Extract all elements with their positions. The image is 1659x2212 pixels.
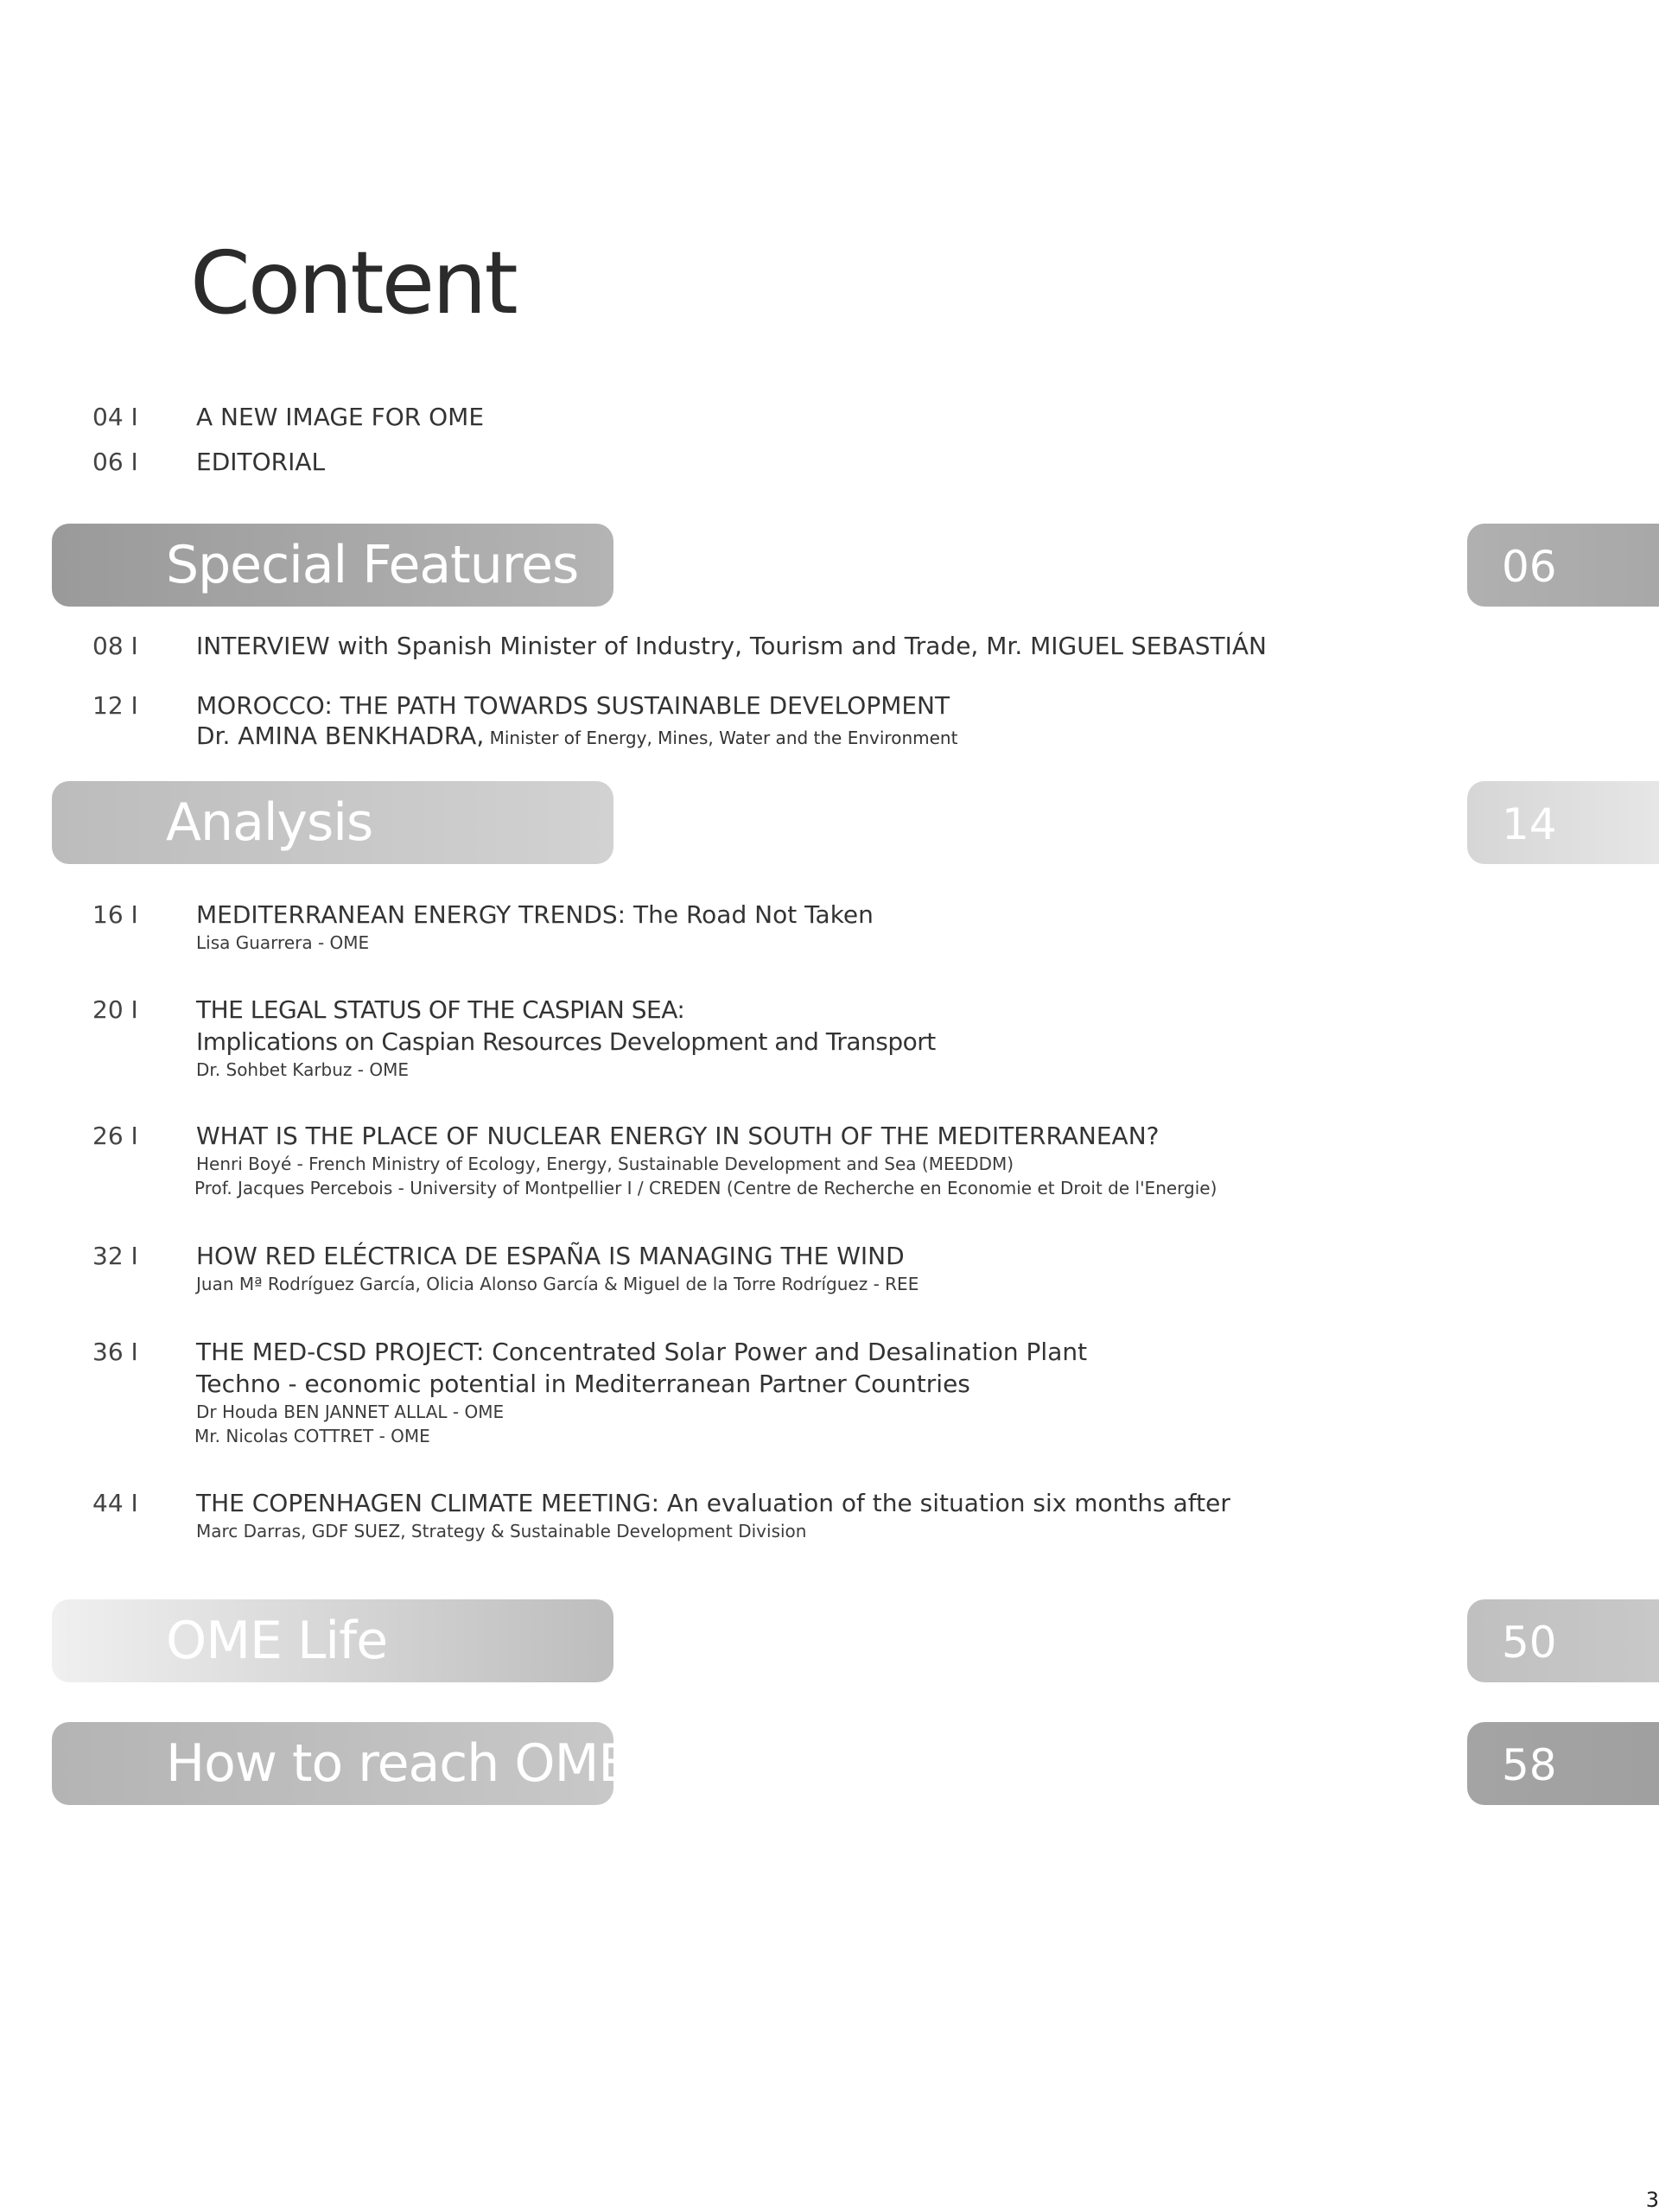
entry-author: Henri Boyé - French Ministry of Ecology, Energy, Sustainable Development and Sea (MEEDDM) [196,1154,1014,1174]
entry-title: MEDITERRANEAN ENERGY TRENDS: The Road Not Taken [196,900,874,929]
section-label: How to reach OME [166,1733,631,1794]
entry-page-number: 44 I [92,1489,138,1517]
section-page-number: 58 [1502,1740,1557,1790]
entry-author: Mr. Nicolas COTTRET - OME [194,1426,430,1446]
entry-author: Juan Mª Rodríguez García, Olicia Alonso García & Miguel de la Torre Rodríguez - REE [196,1274,919,1294]
entry-page-number: 12 I [92,691,138,720]
entry-title: A NEW IMAGE FOR OME [196,403,485,431]
entry-page-number: 32 I [92,1242,138,1270]
entry-page-number: 16 I [92,900,138,929]
entry-author-name: Dr. AMINA BENKHADRA, [196,721,485,750]
entry-author-role: Minister of Energy, Mines, Water and the Environment [484,728,958,748]
entry-author: Dr Houda BEN JANNET ALLAL - OME [196,1402,505,1422]
entry-title: EDITORIAL [196,448,326,476]
entry-author: Dr. Sohbet Karbuz - OME [196,1059,409,1080]
section-label: OME Life [166,1611,388,1671]
section-page-badge-special [1467,524,1659,607]
section-page-number: 14 [1502,799,1557,849]
section-header-special-features [52,524,613,607]
entry-subtitle: Techno - economic potential in Mediterranean Partner Countries [196,1370,970,1398]
entry-page-number: 04 I [92,403,138,431]
entry-page-number: 36 I [92,1338,138,1366]
entry-title: MOROCCO: THE PATH TOWARDS SUSTAINABLE DEVELOPMENT [196,691,950,720]
section-page-badge-reach [1467,1722,1659,1805]
entry-subtitle: Implications on Caspian Resources Development and Transport [196,1027,936,1056]
section-header-how-to-reach [52,1722,631,1805]
entry-title: HOW RED ELÉCTRICA DE ESPAÑA IS MANAGING THE WIND [196,1242,905,1270]
section-page-badge-life [1467,1599,1659,1682]
entry-title: WHAT IS THE PLACE OF NUCLEAR ENERGY IN SOUTH OF THE MEDITERRANEAN? [196,1122,1160,1150]
section-page-number: 50 [1502,1618,1557,1668]
entry-page-number: 06 I [92,448,138,476]
entry-byline [196,721,1449,753]
section-page-badge-analysis [1467,781,1659,864]
section-header-analysis [52,781,613,864]
section-label: Special Features [166,535,579,595]
entry-page-number: 08 I [92,632,138,660]
entry-title: INTERVIEW with Spanish Minister of Industry, Tourism and Trade, Mr. MIGUEL SEBASTIÁN [196,632,1267,660]
page-title: Content [190,232,516,334]
section-label: Analysis [166,792,373,853]
entry-title: THE MED-CSD PROJECT: Concentrated Solar Power and Desalination Plant [196,1338,1088,1366]
section-header-ome-life [52,1599,613,1682]
entry-page-number: 26 I [92,1122,138,1150]
entry-title: THE COPENHAGEN CLIMATE MEETING: An evaluation of the situation six months after [196,1489,1230,1517]
section-page-number: 06 [1502,542,1557,592]
entry-title: THE LEGAL STATUS OF THE CASPIAN SEA: [196,995,685,1024]
entry-page-number: 20 I [92,995,138,1024]
folio-page-number: 3 [1645,2188,1659,2212]
entry-author: Lisa Guarrera - OME [196,932,370,953]
entry-author: Prof. Jacques Percebois - University of Montpellier I / CREDEN (Centre de Recherche en Economie et Droit de l'Energie) [194,1178,1217,1198]
entry-author: Marc Darras, GDF SUEZ, Strategy & Sustainable Development Division [196,1521,807,1541]
